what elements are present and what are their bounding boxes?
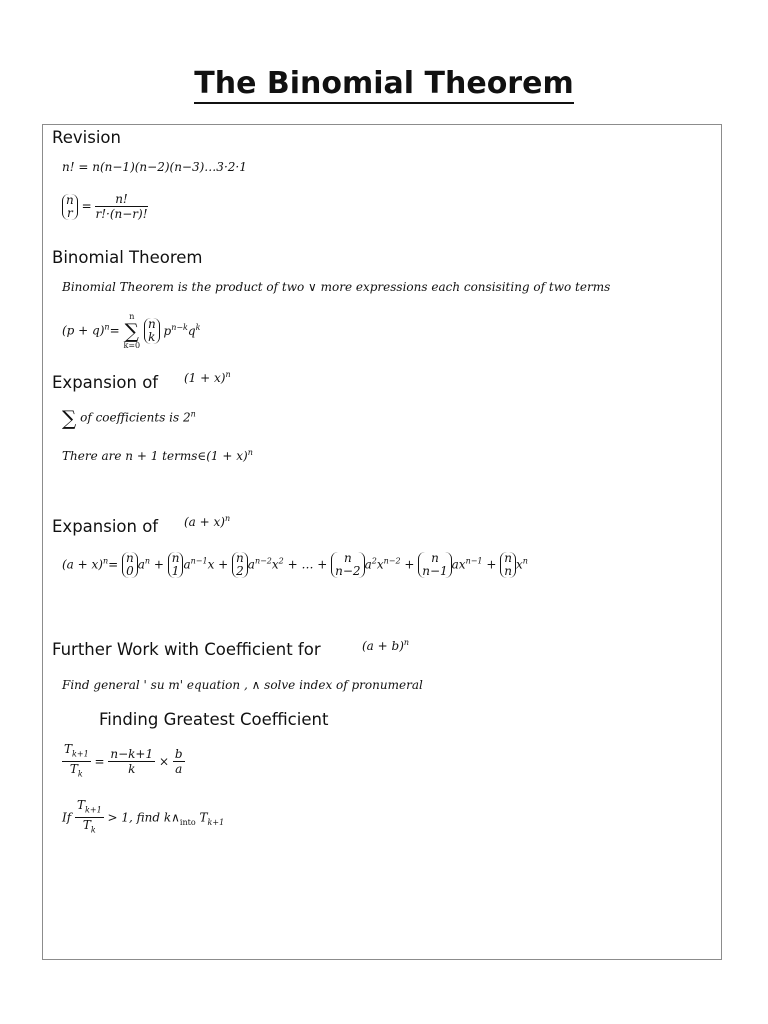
- expansion-ax-expr: $(a + x)^n$: [184, 514, 231, 529]
- expansion-ax-formula: $(a + x)^n=$ n 0 $a^n$ + n 1 $a^{n-1}x$ + n 2 $a^{n-2}x^2$ + … + n n−2 $a^2x^{n-2}$ + n n−1 $ax^{n-1}$ + n n $x^n$: [62, 551, 528, 578]
- heading-greatest-coefficient: Finding Greatest Coefficient: [99, 710, 329, 729]
- heading-revision: Revision: [52, 128, 121, 147]
- term-count: There are n + 1 terms∈(1 + x)$^n$: [62, 448, 253, 463]
- coefficient-sum: ∑ of coefficients is 2$^n$: [62, 406, 196, 430]
- heading-expansion-ax: Expansion of: [52, 517, 159, 536]
- condition-formula: If $\frac{T_{k+1}}{T_k}$ > 1, find $k\wedge_{into}$ $T_{k+1}$: [62, 798, 225, 835]
- ratio-formula: $\frac{T_{k+1}}{T_k}$ = $\frac{n-k+1}{k}$ × $\frac{b}{a}$: [64, 742, 183, 779]
- binomial-definition: Binomial Theorem is the product of two ∨ more expressions each consisiting of two terms: [62, 280, 611, 294]
- heading-binomial-theorem: Binomial Theorem: [52, 248, 203, 267]
- expansion-1x-expr: $(1 + x)^n$: [184, 370, 231, 385]
- combination-formula: n r = $\frac{n!}{r!\cdot(n-r)!}$: [62, 192, 148, 221]
- further-work-expr: $(a + b)^n$: [362, 638, 410, 653]
- factorial-formula: n! = n(n−1)(n−2)(n−3)…3·2·1: [62, 160, 247, 174]
- heading-expansion-1x: Expansion of: [52, 373, 159, 392]
- heading-further-work: Further Work with Coefficient for: [52, 640, 321, 659]
- document-title: The Binomial Theorem: [0, 66, 768, 101]
- further-work-note: Find general ' su m' equation , ∧ solve index of pronumeral: [62, 678, 423, 692]
- binomial-formula: $(p + q)^n=$ n ∑ k=0 n k $p^{n-k}q^k$: [62, 312, 201, 350]
